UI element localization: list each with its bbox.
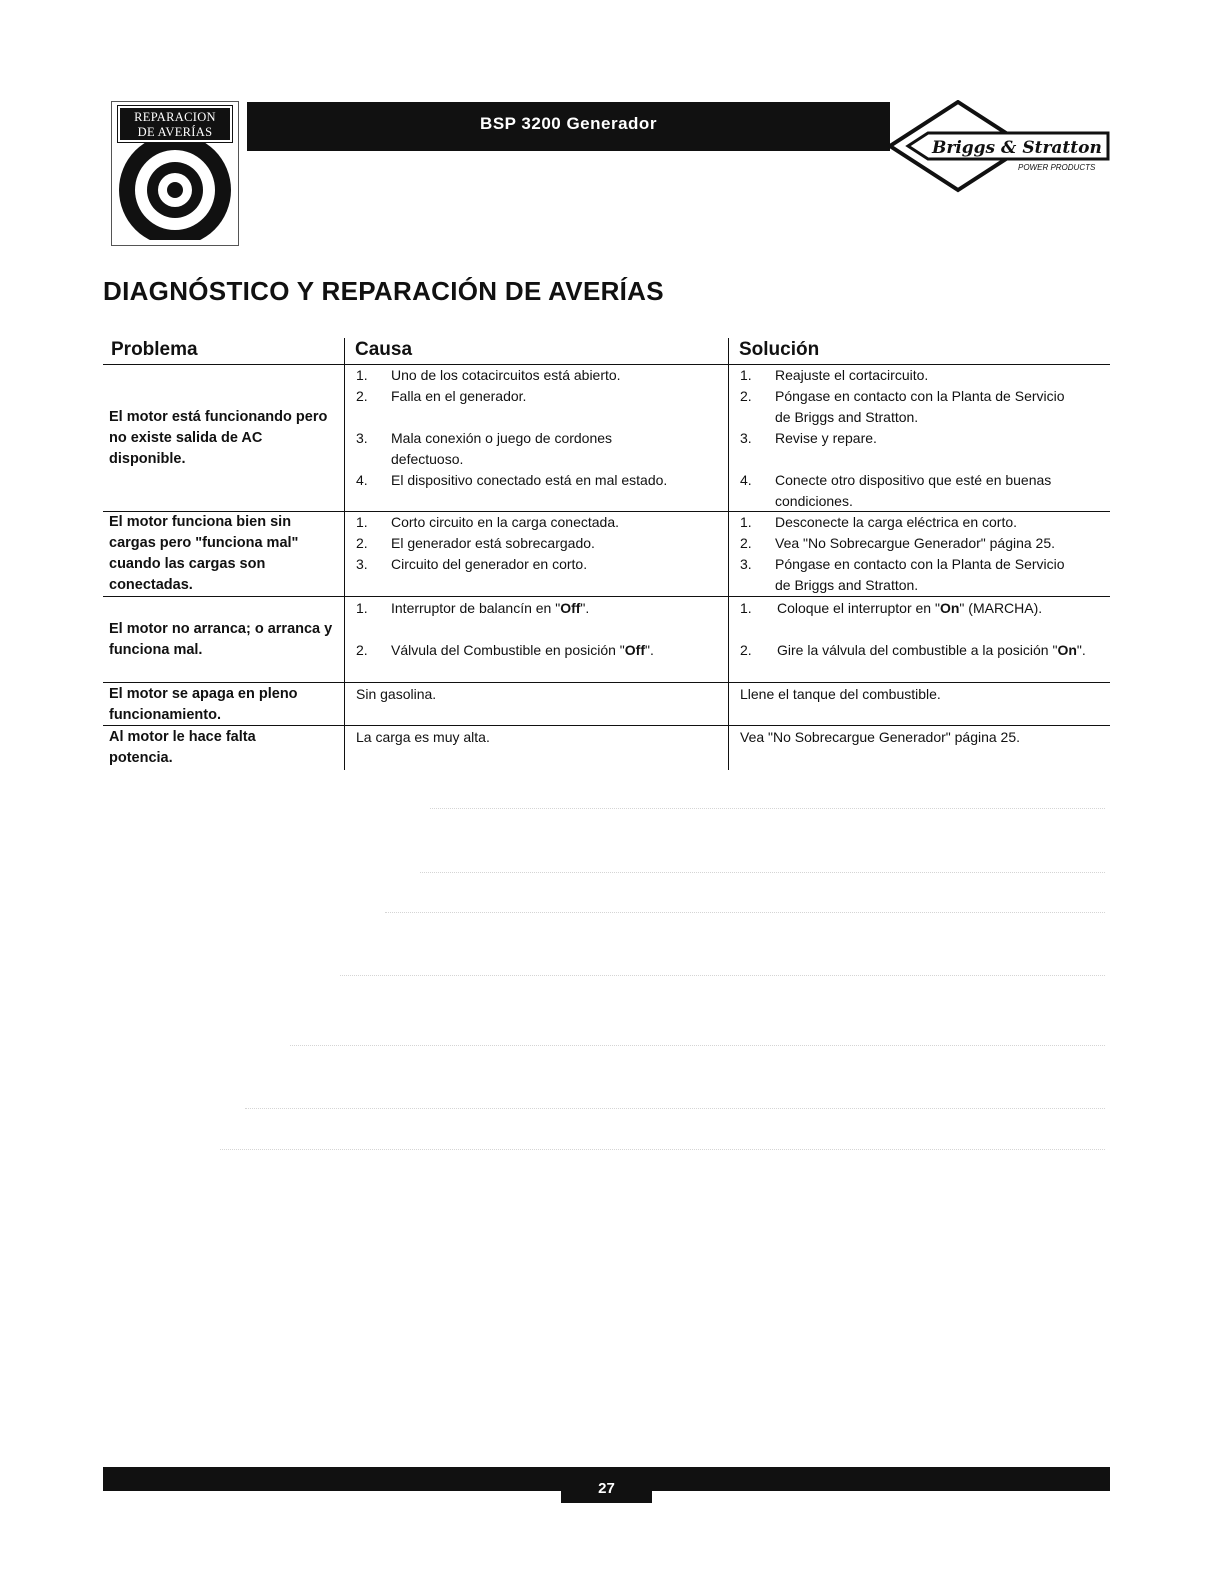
row-divider	[103, 682, 1110, 683]
solution-number: 1.	[740, 514, 752, 530]
solution-text: Reajuste el cortacircuito.	[775, 367, 929, 383]
cause-number: 3.	[356, 556, 368, 572]
solution-text: Póngase en contacto con la Planta de Servicio de Briggs and Stratton.	[775, 388, 1065, 425]
cause-number: 2.	[356, 642, 368, 658]
solution-text-before: Coloque el interruptor en "	[777, 600, 940, 616]
scan-artifact	[385, 912, 1105, 913]
cause-number: 1.	[356, 367, 368, 383]
cause-text	[391, 598, 726, 619]
badge-title	[118, 106, 232, 142]
cause-text: El generador está sobrecargado.	[391, 535, 595, 551]
solution-text: Vea "No Sobrecargue Generador" página 25.	[775, 535, 1056, 551]
cause-text: Mala conexión o juego de cordones defectuoso.	[391, 430, 613, 467]
solution-number: 1.	[740, 600, 752, 616]
solution-text-after: " (MARCHA).	[959, 600, 1043, 616]
solution-text	[777, 640, 1107, 661]
valve-state-on: On	[1057, 642, 1077, 658]
solution-number: 4.	[740, 472, 752, 488]
badge-line-1: REPARACION	[134, 110, 216, 124]
solution-text: Revise y repare.	[775, 430, 877, 446]
cause-number: 2.	[356, 535, 368, 551]
scan-artifact	[340, 975, 1105, 976]
cause-number: 1.	[356, 514, 368, 530]
solution-number: 1.	[740, 367, 752, 383]
cause-text-after: ".	[580, 600, 590, 616]
brand-tagline: POWER PRODUCTS	[1018, 163, 1096, 172]
cause-number: 1.	[356, 600, 368, 616]
solution-number: 2.	[740, 388, 752, 404]
document-title-bar	[247, 102, 890, 151]
solution-number: 3.	[740, 430, 752, 446]
cause-text: Falla en el generador.	[391, 388, 527, 404]
row-divider	[103, 596, 1110, 597]
column-divider	[728, 338, 729, 770]
solution-text: Conecte otro dispositivo que esté en buenas condiciones.	[775, 472, 1052, 509]
briggs-stratton-logo	[888, 100, 1113, 195]
problem-cell: El motor no arranca; o arranca y funciona mal.	[109, 621, 333, 658]
cause-text: Uno de los cotacircuitos está abierto.	[391, 367, 621, 383]
solution-text	[777, 598, 1047, 619]
target-icon	[112, 142, 238, 245]
cause-number: 2.	[356, 388, 368, 404]
scan-artifact	[430, 808, 1105, 809]
page-number: 27	[561, 1467, 652, 1503]
cause-number: 4.	[356, 472, 368, 488]
solution-text: Llene el tanque del combustible.	[740, 686, 941, 702]
scan-artifact	[290, 1045, 1105, 1046]
cause-text-before: Válvula del Combustible en posición "	[391, 642, 625, 658]
problem-cell: El motor está funcionando pero no existe salida de AC disponible.	[109, 409, 328, 467]
badge-line-2: DE AVERÍAS	[137, 125, 213, 139]
switch-state-off: Off	[560, 600, 581, 616]
column-divider	[344, 338, 345, 770]
scan-artifact	[245, 1108, 1105, 1109]
scan-artifact	[220, 1149, 1105, 1150]
cause-text: La carga es muy alta.	[356, 729, 490, 745]
solution-number: 3.	[740, 556, 752, 572]
switch-state-on: On	[939, 600, 960, 616]
brand-name: Briggs & Stratton	[932, 138, 1102, 158]
cause-text	[391, 640, 726, 661]
cause-text: El dispositivo conectado está en mal estado.	[391, 472, 668, 488]
column-header-problem: Problema	[111, 339, 198, 360]
cause-text: Circuito del generador en corto.	[391, 556, 588, 572]
cause-number: 3.	[356, 430, 368, 446]
cause-text: Sin gasolina.	[356, 686, 437, 702]
solution-text: Póngase en contacto con la Planta de Servicio de Briggs and Stratton.	[775, 556, 1065, 593]
solution-number: 2.	[740, 535, 752, 551]
cause-text: Corto circuito en la carga conectada.	[391, 514, 620, 530]
problem-cell: El motor funciona bien sin cargas pero "funciona mal" cuando las cargas son conectadas.	[109, 514, 299, 593]
page-title: DIAGNÓSTICO Y REPARACIÓN DE AVERÍAS	[103, 276, 664, 306]
troubleshooting-badge	[111, 101, 239, 246]
document-title: BSP 3200 Generador	[480, 114, 657, 133]
solution-text: Vea "No Sobrecargue Generador" página 25.	[740, 729, 1021, 745]
cause-text-before: Interruptor de balancín en "	[391, 600, 561, 616]
solution-text-before: Gire la válvula del combustible a la posición "	[777, 642, 1058, 658]
problem-cell: El motor se apaga en pleno funcionamiento.	[109, 686, 298, 723]
solution-number: 2.	[740, 642, 752, 658]
problem-cell: Al motor le hace falta potencia.	[109, 729, 256, 766]
scan-artifact	[420, 872, 1105, 873]
cause-text-after: ".	[645, 642, 654, 658]
solution-text-after: ".	[1076, 642, 1086, 658]
solution-text: Desconecte la carga eléctrica en corto.	[775, 514, 1018, 530]
column-header-cause: Causa	[355, 339, 413, 360]
column-header-solution: Solución	[739, 339, 820, 360]
valve-state-off: Off	[624, 642, 645, 658]
